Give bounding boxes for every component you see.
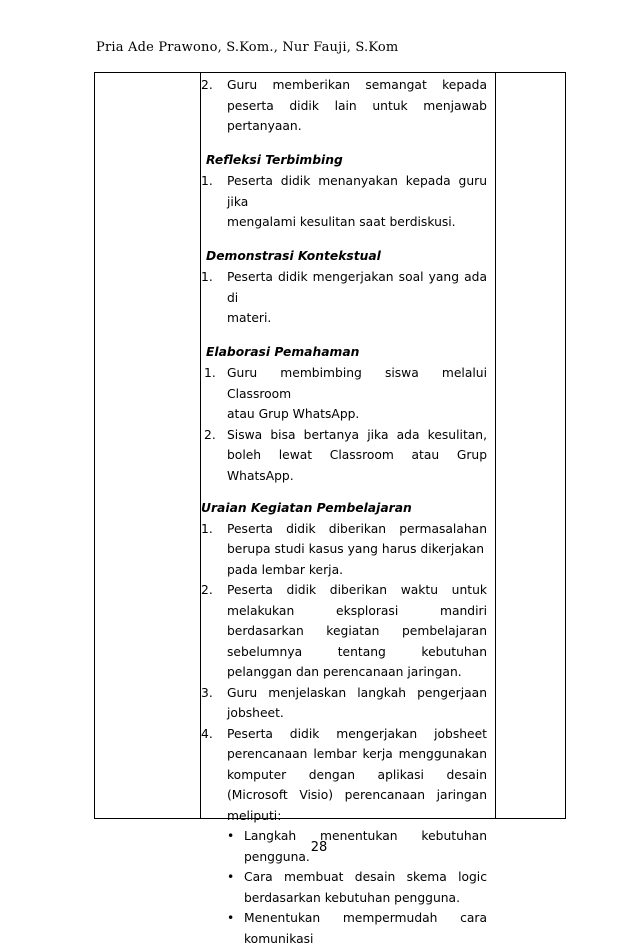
list-item: 1. Guru membimbing siswa melalui Classroom atau Grup WhatsApp. [204,366,487,421]
bullet-icon: • [227,829,235,843]
table-cell-activities [201,75,487,949]
table-divider [495,73,496,818]
list-item: 2. Guru memberikan semangat kepada peserta didik lain untuk menjawab pertanyaan. [201,78,487,133]
section-heading-refleksi: Refleksi Terbimbing [206,152,343,167]
list-item: 2. Siswa bisa bertanya jika ada kesulitan, boleh lewat Classroom atau Grup WhatsApp. [204,427,487,483]
section-heading-elaborasi: Elaborasi Pemahaman [206,344,360,359]
list-item: 2. Peserta didik diberikan waktu untuk melakukan eksplorasi mandiri berdasarkan kegiatan pembelajaran sebelumnya tentang kebutuhan pelanggan dan perencanaan jaringan. [201,583,487,679]
bullet-icon: • [227,870,235,884]
bullet-item: • Menentukan mempermudah cara komunikasi [227,908,487,949]
list-item: 1. Peserta didik mengerjakan soal yang ada di materi. [201,270,487,325]
section-heading-demonstrasi: Demonstrasi Kontekstual [206,248,381,263]
section-heading-uraian: Uraian Kegiatan Pembelajaran [201,501,412,515]
bullet-item: • Cara membuat desain skema logic berdasarkan kebutuhan pengguna. [227,867,487,908]
bullet-icon: • [227,911,235,925]
list-item: 1. Peserta didik diberikan permasalahan berupa studi kasus yang harus dikerjakan pada lembar kerja. [201,521,487,577]
page-number: 28 [310,840,328,855]
list-item: 4. Peserta didik mengerjakan jobsheet perencanaan lembar kerja menggunakan komputer dengan aplikasi desain (Microsoft Visio) perencanaan jaringan meliputi: [201,726,487,823]
list-item: 1. Peserta didik menanyakan kepada guru jika mengalami kesulitan saat berdiskusi. [201,174,487,229]
page-header-authors: Pria Ade Prawono, S.Kom., Nur Fauji, S.Kom [96,40,399,55]
bullet-item: • Langkah menentukan kebutuhan pengguna. [227,826,487,867]
list-item: 3. Guru menjelaskan langkah pengerjaan jobsheet. [201,685,487,720]
